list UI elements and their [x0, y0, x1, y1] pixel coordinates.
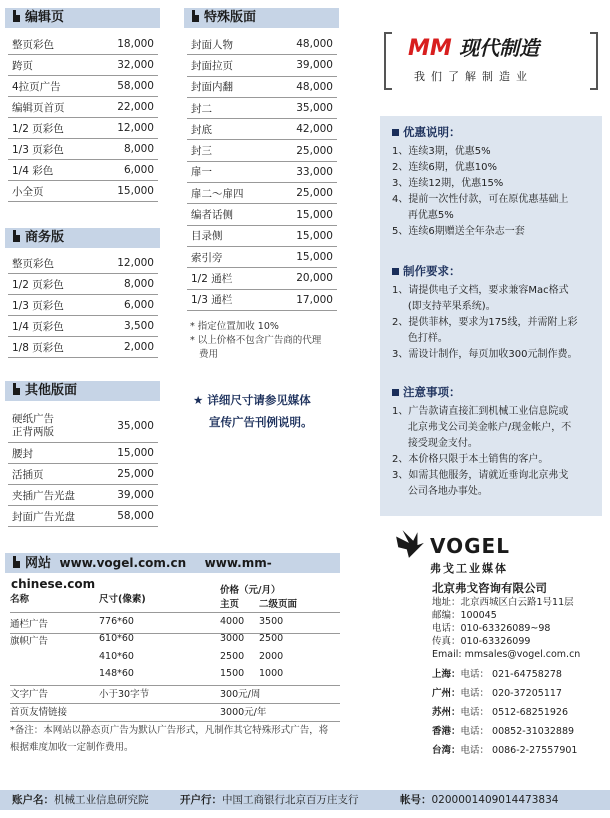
- logo-brand: MM: [408, 36, 452, 61]
- price-value: 20,000: [296, 272, 333, 285]
- square-bullet-icon: [392, 268, 399, 275]
- special-note-3: 费用: [190, 349, 219, 360]
- vogel-brand: VOGEL: [430, 534, 510, 558]
- vogel-fax: 传真：010-63326099: [432, 636, 531, 647]
- list-item: 2、本价格只限于本土销售的客户。: [392, 454, 549, 465]
- office-tel: 电话： 00852-31032889: [460, 726, 575, 737]
- vogel-postcode: 邮编：100045: [432, 610, 497, 621]
- table-row: [10, 616, 340, 632]
- price-row: [187, 119, 337, 140]
- price-value: 12,000: [117, 257, 154, 269]
- list-item: 1、请提供电子文档，要求兼容Mac格式: [392, 285, 569, 296]
- price-label: 1/2 通栏: [191, 272, 233, 285]
- cell-size: 410*60: [99, 651, 134, 662]
- detail-size-line1: ★ 详细尺寸请参见媒体: [193, 393, 311, 407]
- price-value: 35,000: [296, 102, 333, 115]
- col-name: 名称: [10, 594, 30, 605]
- price-value: 2,000: [123, 341, 154, 353]
- section-other-title: 其他版面: [25, 383, 78, 398]
- price-value: 15,000: [296, 208, 333, 221]
- price-label: 1/4 彩色: [12, 164, 54, 177]
- price-label: 1/2 页彩色: [12, 122, 64, 135]
- price-value: 8,000: [123, 278, 154, 290]
- office-row: [432, 741, 607, 760]
- price-row: [8, 410, 158, 443]
- price-label: 封底: [191, 123, 212, 136]
- list-item: 3、需设计制作，每页加收300元制作费。: [392, 349, 578, 360]
- price-row: [187, 290, 337, 311]
- special-note-2: * 以上价格不包含广告商的代理: [190, 335, 322, 346]
- list-item: 3、如需其他服务，请就近垂询北京弗戈: [392, 470, 569, 481]
- bank-label: 开户行：: [180, 794, 222, 806]
- website-table-header: [10, 582, 340, 610]
- attention-section: [392, 384, 597, 500]
- logo-slogan: 现代制造: [459, 36, 540, 60]
- price-label-line1: 硬纸广告: [12, 413, 54, 425]
- price-label: 目录侧: [191, 230, 223, 243]
- price-value: 17,000: [296, 293, 333, 306]
- price-value: 15,000: [296, 229, 333, 242]
- price-row: [187, 183, 337, 204]
- discount-title: 优惠说明：: [403, 125, 461, 139]
- table-row: [10, 633, 340, 649]
- list-item: 北京弗戈公司美金帐户/现金帐户，不: [392, 422, 572, 433]
- price-value: 22,000: [117, 101, 154, 113]
- price-row: [8, 55, 158, 76]
- table-row: [10, 686, 340, 702]
- bank-name: 中国工商银行北京百万庄支行: [222, 794, 359, 806]
- office-list: [432, 665, 607, 760]
- price-row: [8, 443, 158, 464]
- col-size: 尺寸(像素): [99, 594, 146, 605]
- cell-sub: 1000: [259, 668, 284, 679]
- cell-name: 文字广告: [10, 689, 49, 700]
- price-value: 39,000: [296, 59, 333, 72]
- price-value: 3,500: [123, 320, 154, 332]
- section-special-header: [184, 8, 339, 28]
- vogel-logo: [394, 528, 594, 575]
- website-url-1[interactable]: www.vogel.com.cn: [59, 556, 187, 570]
- list-item: 公司各地办事处。: [392, 486, 488, 497]
- office-tel: 电话： 020-37205117: [460, 688, 562, 699]
- price-value: 35,000: [117, 420, 154, 432]
- cell-home: 300元/周: [220, 689, 261, 700]
- cell-size: 610*60: [99, 633, 134, 644]
- section-business-title: 商务版: [25, 230, 65, 245]
- price-row: [8, 160, 158, 181]
- list-item: 2、提供菲林，要求为175线，并需附上彩: [392, 317, 578, 328]
- price-label: 1/2 页彩色: [12, 278, 64, 291]
- col-price: 价格（元/月）: [220, 585, 281, 596]
- price-value: 8,000: [123, 143, 154, 155]
- pointer-icon: [11, 10, 21, 22]
- price-value: 58,000: [117, 510, 154, 522]
- special-price-table: [187, 34, 337, 311]
- attention-list: [392, 404, 597, 500]
- price-row: [187, 55, 337, 76]
- cell-sub: 2500: [259, 633, 284, 644]
- office-city: 香港：: [432, 726, 461, 737]
- logo-tagline: 我们了解制造业: [414, 70, 533, 83]
- cell-name: 旗帜广告: [10, 636, 49, 647]
- list-item: 5、连续6期赠送全年杂志一套: [392, 226, 525, 237]
- cell-name: 首页友情链接: [10, 707, 68, 718]
- account-name: 机械工业信息研究院: [54, 794, 149, 806]
- cell-sub: 3500: [259, 616, 284, 627]
- attention-title: 注意事项：: [403, 385, 461, 399]
- other-price-table: [8, 410, 158, 527]
- vogel-sub: 弗戈工业媒体: [430, 562, 508, 575]
- price-value: 6,000: [123, 299, 154, 311]
- office-city: 上海：: [432, 669, 461, 680]
- cell-sub: 2000: [259, 651, 284, 662]
- pointer-icon: [11, 383, 21, 395]
- account-name-label: 账户名：: [12, 794, 54, 806]
- price-row: [8, 337, 158, 358]
- price-value: 33,000: [296, 165, 333, 178]
- price-value: 48,000: [296, 80, 333, 93]
- price-label-line2: 正背两版: [12, 426, 54, 438]
- vogel-tel: 电话：010-63326089~98: [432, 623, 551, 634]
- office-row: [432, 665, 607, 684]
- price-value: 15,000: [117, 447, 154, 459]
- list-item: 色打样。: [392, 333, 448, 344]
- square-bullet-icon: [392, 129, 399, 136]
- detail-size-line2: 宣传广告刊例说明。: [209, 415, 313, 429]
- list-item: 4、提前一次性付款，可在原优惠基础上: [392, 194, 569, 205]
- eagle-logo-icon: [394, 528, 426, 560]
- pointer-icon: [11, 556, 21, 568]
- website-url-2[interactable]: www.mm-chinese.com: [11, 556, 272, 591]
- price-row: [8, 139, 158, 160]
- table-row: [10, 668, 340, 684]
- cell-size: 776*60: [99, 616, 134, 627]
- price-label: 小全页: [12, 185, 44, 198]
- list-item: 接受现金支付。: [392, 438, 478, 449]
- price-value: 6,000: [123, 164, 154, 176]
- price-label: 夹插广告光盘: [12, 489, 75, 502]
- footer-account-bar: [0, 790, 610, 810]
- cell-home: 1500: [220, 668, 245, 679]
- price-value: 42,000: [296, 123, 333, 136]
- vogel-contact: [432, 580, 607, 760]
- pointer-icon: [11, 230, 21, 242]
- cell-home: 3000元/年: [220, 707, 267, 718]
- account-no-label: 帐号：: [400, 794, 432, 806]
- business-price-table: [8, 253, 158, 358]
- special-note-1: * 指定位置加收 10%: [190, 321, 279, 332]
- price-label: 封三: [191, 145, 212, 158]
- section-other-header: [5, 381, 160, 401]
- website-remark-1: *备注：本网站以静态页广告为默认广告形式，凡制作其它特殊形式广告，将: [10, 725, 329, 736]
- table-row: [10, 704, 340, 720]
- discount-list: [392, 144, 597, 240]
- price-row: [8, 316, 158, 337]
- price-row: [187, 34, 337, 55]
- price-row: [187, 98, 337, 119]
- price-label: 封面人物: [191, 38, 233, 51]
- cell-size: 小于30字节: [99, 689, 150, 700]
- price-value: 12,000: [117, 122, 154, 134]
- price-label: 1/3 页彩色: [12, 299, 64, 312]
- price-label: 封二: [191, 102, 212, 115]
- price-row: [187, 140, 337, 161]
- price-label: 腰封: [12, 447, 33, 460]
- pointer-icon: [190, 10, 200, 22]
- price-label: 封面拉页: [191, 59, 233, 72]
- account-no: 0200001409014473834: [431, 794, 559, 806]
- col-sub: 二级页面: [259, 599, 298, 610]
- price-label: 封面广告光盘: [12, 510, 75, 523]
- price-value: 39,000: [117, 489, 154, 501]
- price-row: [187, 162, 337, 183]
- production-section: [392, 263, 597, 363]
- price-label: 封面内翻: [191, 81, 233, 94]
- price-label: 整页彩色: [12, 38, 54, 51]
- price-row: [187, 268, 337, 289]
- price-row: [187, 204, 337, 225]
- price-value: 48,000: [296, 38, 333, 51]
- section-business-header: [5, 228, 160, 248]
- price-row: [8, 181, 158, 202]
- price-value: 18,000: [117, 38, 154, 50]
- price-label: 活插页: [12, 468, 44, 481]
- list-item: 1、广告款请直接汇到机械工业信息院或: [392, 406, 569, 417]
- section-website-title: 网站: [25, 556, 52, 571]
- price-label: 扉二～扉四: [191, 187, 244, 200]
- price-row: [8, 253, 158, 274]
- price-value: 25,000: [296, 187, 333, 200]
- price-row: [8, 295, 158, 316]
- price-label: 4拉页广告: [12, 80, 61, 93]
- price-row: [8, 506, 158, 527]
- cell-home: 3000: [220, 633, 245, 644]
- price-row: [187, 247, 337, 268]
- price-row: [8, 274, 158, 295]
- vogel-address: 地址：北京西城区白云路1号11层: [432, 597, 574, 608]
- office-tel: 电话： 0086-2-27557901: [460, 745, 578, 756]
- list-item: (即支持苹果系统)。: [392, 301, 496, 312]
- mm-logo: [384, 30, 598, 90]
- price-value: 25,000: [296, 144, 333, 157]
- office-row: [432, 722, 607, 741]
- price-label: 1/4 页彩色: [12, 320, 64, 333]
- logo-bracket-left: [384, 32, 392, 90]
- list-item: 再优惠5%: [392, 210, 454, 221]
- website-remark: [10, 722, 350, 756]
- price-row: [8, 485, 158, 506]
- price-row: [187, 226, 337, 247]
- price-value: 25,000: [117, 468, 154, 480]
- price-label: 1/3 页彩色: [12, 143, 64, 156]
- price-label: 扉一: [191, 166, 212, 179]
- price-row: [187, 77, 337, 98]
- price-row: [8, 34, 158, 55]
- production-title: 制作要求：: [403, 264, 461, 278]
- price-label: 1/8 页彩色: [12, 341, 64, 354]
- website-remark-2: 根据难度加收一定制作费用。: [10, 742, 134, 753]
- square-bullet-icon: [392, 389, 399, 396]
- list-item: 3、连续12期，优惠15%: [392, 178, 504, 189]
- detail-size-notice: [193, 389, 353, 433]
- price-label: 1/3 通栏: [191, 294, 233, 307]
- price-value: 32,000: [117, 59, 154, 71]
- office-tel: 电话： 0512-68251926: [460, 707, 568, 718]
- price-row: [8, 464, 158, 485]
- discount-section: [392, 124, 597, 240]
- price-row: [8, 118, 158, 139]
- office-row: [432, 684, 607, 703]
- price-label: [12, 413, 54, 439]
- price-value: 15,000: [117, 185, 154, 197]
- section-editing-header: [5, 8, 160, 28]
- price-row: [8, 76, 158, 97]
- office-row: [432, 703, 607, 722]
- cell-home: 2500: [220, 651, 245, 662]
- col-home: 主页: [220, 599, 240, 610]
- office-city: 台湾：: [432, 745, 461, 756]
- list-item: 1、连续3期，优惠5%: [392, 146, 491, 157]
- vogel-company: 北京弗戈咨询有限公司: [432, 581, 547, 595]
- production-list: [392, 283, 597, 363]
- cell-name: 通栏广告: [10, 619, 49, 630]
- price-label: 跨页: [12, 59, 33, 72]
- price-row: [8, 97, 158, 118]
- price-label: 整页彩色: [12, 257, 54, 270]
- office-city: 广州：: [432, 688, 461, 699]
- price-value: 58,000: [117, 80, 154, 92]
- list-item: 2、连续6期，优惠10%: [392, 162, 497, 173]
- section-special-title: 特殊版面: [204, 10, 257, 25]
- price-label: 编者话侧: [191, 209, 233, 222]
- price-label: 索引旁: [191, 251, 223, 264]
- special-notes: [190, 320, 350, 362]
- cell-home: 4000: [220, 616, 245, 627]
- table-row: [10, 651, 340, 667]
- price-value: 15,000: [296, 251, 333, 264]
- office-tel: 电话： 021-64758278: [460, 669, 562, 680]
- cell-size: 148*60: [99, 668, 134, 679]
- editing-price-table: [8, 34, 158, 202]
- vogel-email[interactable]: Email: mmsales@vogel.com.cn: [432, 649, 581, 660]
- office-city: 苏州：: [432, 707, 461, 718]
- price-label: 编辑页首页: [12, 101, 65, 114]
- logo-bracket-right: [590, 32, 598, 90]
- section-editing-title: 编辑页: [25, 10, 65, 25]
